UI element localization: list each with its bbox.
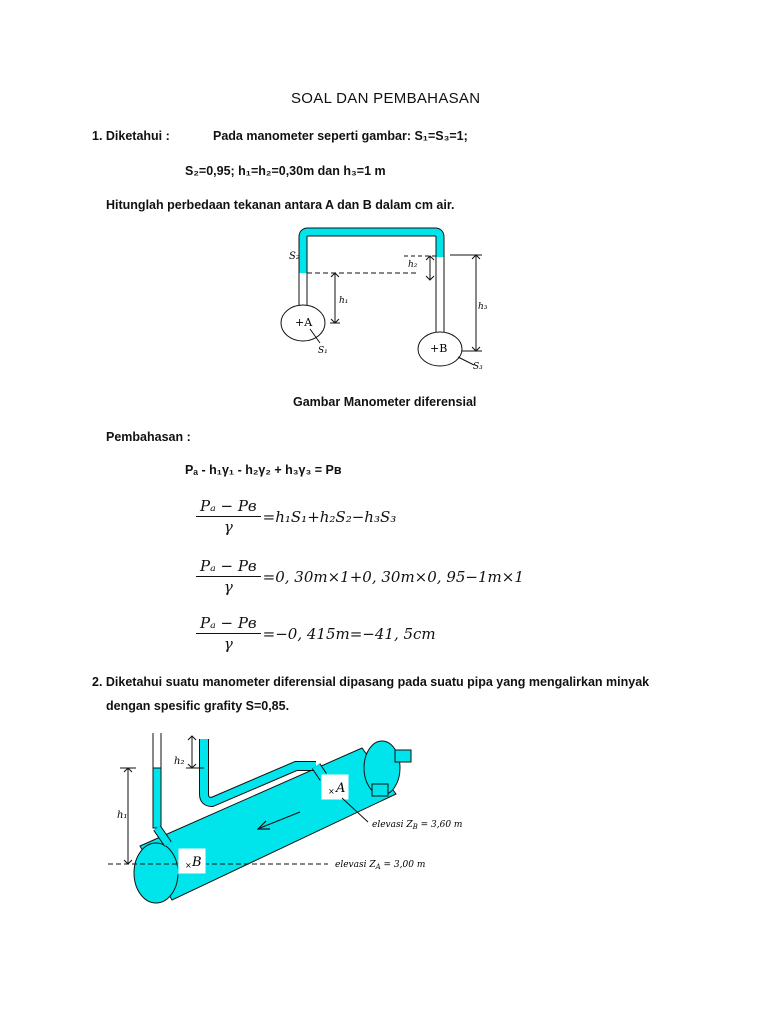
eq1-denominator: γ xyxy=(223,518,233,536)
label-point-a: +A xyxy=(295,316,313,329)
question-1-given-line2: S₂=0,95; h₁=h₂=0,30m dan h₃=1 m xyxy=(185,164,386,178)
label-point-a: A xyxy=(336,781,346,796)
question-2-line1: 2. Diketahui suatu manometer diferensial dipasang pada suatu pipa yang mengalirkan minyak xyxy=(92,675,650,689)
manometer-figure-2 xyxy=(100,728,480,918)
elevation-a-text: elevasi Z xyxy=(335,860,376,870)
equation-3 xyxy=(196,614,436,653)
elevation-a-value: = 3,00 m xyxy=(380,860,426,870)
elevation-a-sub: A xyxy=(375,863,381,871)
eq3-rhs: =−0, 415m=−41, 5cm xyxy=(262,624,436,643)
label-s3: S₃ xyxy=(473,362,483,372)
figure-1-caption: Gambar Manometer diferensial xyxy=(293,395,477,409)
equation-2 xyxy=(196,557,524,596)
label-h1: h₁ xyxy=(117,810,128,821)
svg-text:×: × xyxy=(185,861,192,870)
eq3-numerator: Pₐ − Pв xyxy=(196,614,261,634)
eq2-denominator: γ xyxy=(223,578,233,596)
solution-label: Pembahasan : xyxy=(106,430,191,444)
label-point-b: +B xyxy=(430,342,448,355)
pressure-equation: Pₐ - h₁γ₁ - h₂γ₂ + h₃γ₃ = Pв xyxy=(185,463,342,477)
question-1-label: 1. Diketahui : xyxy=(92,129,170,143)
svg-text:×: × xyxy=(328,787,335,796)
elevation-b-value: = 3,60 m xyxy=(417,820,463,830)
elevation-b-sub: B xyxy=(412,823,418,831)
eq3-denominator: γ xyxy=(223,635,233,653)
label-h1: h₁ xyxy=(339,296,349,306)
label-h2: h₂ xyxy=(174,756,185,767)
question-1-text: Hitunglah perbedaan tekanan antara A dan B dalam cm air. xyxy=(106,198,455,212)
elevation-b-text: elevasi Z xyxy=(372,820,413,830)
manometer-figure-1 xyxy=(280,225,500,375)
eq1-numerator: Pₐ − Pв xyxy=(196,497,261,517)
elevation-a-label xyxy=(335,860,425,871)
label-s1: S₁ xyxy=(318,346,328,356)
label-h2: h₂ xyxy=(408,260,418,270)
page-title: SOAL DAN PEMBAHASAN xyxy=(291,90,481,107)
equation-1 xyxy=(196,497,396,536)
eq2-numerator: Pₐ − Pв xyxy=(196,557,261,577)
label-s2: S₂ xyxy=(289,251,300,262)
question-1-given-line1: Pada manometer seperti gambar: S₁=S₃=1; xyxy=(213,129,468,143)
label-h3: h₃ xyxy=(478,302,488,312)
eq1-rhs: =h₁S₁+h₂S₂−h₃S₃ xyxy=(262,507,397,526)
elevation-b-label xyxy=(372,820,462,831)
label-point-b: B xyxy=(192,855,202,870)
question-2-line2: dengan spesific grafity S=0,85. xyxy=(106,699,290,713)
eq2-rhs: =0, 30m×1+0, 30m×0, 95−1m×1 xyxy=(262,567,524,586)
